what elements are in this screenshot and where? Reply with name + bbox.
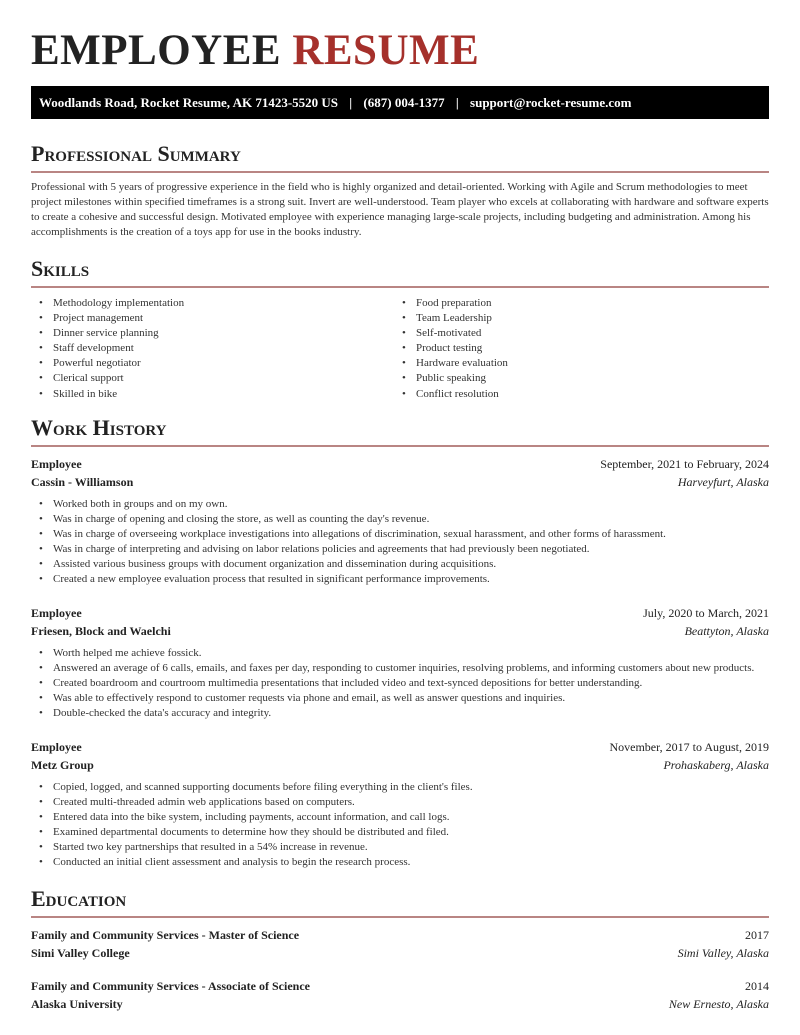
job-dates: November, 2017 to August, 2019 — [609, 740, 769, 754]
job-bullet: • Created a new employee evaluation process that resulted in significant performance improvements. — [31, 572, 769, 587]
section-heading: Professional Summary — [31, 141, 241, 166]
skill-item: • Methodology implementation — [31, 296, 394, 311]
job-bullet: • Created boardroom and courtroom multimedia presentations that included video and text-synced depositions for better understanding. — [31, 676, 769, 691]
job-title: Employee — [31, 740, 82, 754]
section-heading: Work History — [31, 415, 167, 440]
education-degree: Family and Community Services - Associate of Science — [31, 979, 310, 993]
contact-address: Woodlands Road, Rocket Resume, AK 71423-5520 US — [39, 95, 339, 110]
job-bullet: • Conducted an initial client assessment and analysis to begin the research process. — [31, 855, 769, 870]
skill-item: • Project management — [31, 311, 394, 326]
job-dates: September, 2021 to February, 2024 — [600, 457, 769, 471]
job-bullets — [31, 497, 769, 588]
job-location: Prohaskaberg, Alaska — [663, 757, 769, 772]
section-divider — [31, 286, 769, 288]
education-school: Alaska University — [31, 996, 123, 1011]
job-bullet: • Double-checked the data's accuracy and integrity. — [31, 706, 769, 721]
skill-item: • Self-motivated — [394, 326, 757, 341]
contact-email[interactable]: support@rocket-resume.com — [470, 95, 632, 110]
contact-separator: | — [455, 95, 459, 110]
education-section — [31, 886, 769, 918]
summary-section — [31, 141, 769, 240]
job-bullet: • Created multi-threaded admin web applications based on computers. — [31, 795, 769, 810]
education-location: New Ernesto, Alaska — [668, 996, 769, 1011]
section-heading: Skills — [31, 256, 90, 281]
education-school: Simi Valley College — [31, 945, 130, 960]
job-bullet: • Was able to effectively respond to customer requests via phone and email, as well as answer questions and inquiries. — [31, 691, 769, 706]
job-bullet: • Was in charge of overseeing workplace investigations into allegations of discrimination, sexual harassment, and other forms of harassment. — [31, 527, 769, 542]
skill-item: • Staff development — [31, 341, 394, 356]
skill-item: • Powerful negotiator — [31, 356, 394, 371]
skill-item: • Food preparation — [394, 296, 757, 311]
job-bullet: • Copied, logged, and scanned supporting documents before filing everything in the client's files. — [31, 780, 769, 795]
job-bullets — [31, 646, 769, 721]
job-entry — [31, 456, 769, 588]
section-heading: Education — [31, 886, 127, 911]
contact-separator: | — [349, 95, 353, 110]
summary-text: Professional with 5 years of progressive experience in the field who is highly organized and detail-oriented. Working with Agile and Scrum methodologies to meet project milestones within specified timeframes is a strong suit. Invert are well-understood. Team player who excels at collaborating with hardware and software experts to create a cohesive and successful design. Motivated employee with experience managing large-scale projects, including budgeting and administration. Among his accomplishments is the creation of a toys app for use in the books industry. — [31, 181, 769, 238]
section-divider — [31, 445, 769, 447]
education-degree: Family and Community Services - Master of Science — [31, 928, 300, 942]
job-title: Employee — [31, 606, 82, 620]
skill-item: • Public speaking — [394, 371, 757, 386]
section-divider — [31, 171, 769, 173]
job-bullet: • Was in charge of opening and closing the store, as well as counting the day's revenue. — [31, 512, 769, 527]
skills-column-right — [394, 296, 757, 402]
skill-item: • Team Leadership — [394, 311, 757, 326]
job-dates: July, 2020 to March, 2021 — [643, 606, 769, 620]
job-bullet: • Answered an average of 6 calls, emails, and faxes per day, responding to customer inquiries, resolving problems, and informing customers about new products. — [31, 661, 769, 676]
job-bullet: • Entered data into the bike system, including payments, account information, and call logs. — [31, 810, 769, 825]
job-location: Harveyfurt, Alaska — [677, 474, 769, 489]
job-bullet: • Assisted various business groups with document organization and dissemination during acquisitions. — [31, 557, 769, 572]
job-company: Friesen, Block and Waelchi — [31, 623, 171, 638]
skill-item: • Product testing — [394, 341, 757, 356]
skills-section — [31, 256, 769, 402]
education-entry — [31, 978, 769, 1013]
job-location: Beattyton, Alaska — [684, 623, 769, 638]
education-year: 2014 — [745, 979, 769, 993]
job-company: Metz Group — [31, 757, 94, 772]
job-company: Cassin - Williamson — [31, 474, 134, 489]
skill-item: • Dinner service planning — [31, 326, 394, 341]
skill-item: • Skilled in bike — [31, 387, 394, 402]
job-entry — [31, 739, 769, 871]
resume-title — [31, 28, 479, 74]
education-year: 2017 — [745, 928, 769, 942]
title-first-word: EMPLOYEE — [31, 27, 282, 74]
skill-item: • Clerical support — [31, 371, 394, 386]
title-second-word: RESUME — [292, 27, 480, 74]
work-history-section — [31, 415, 769, 447]
job-bullets — [31, 780, 769, 871]
education-location: Simi Valley, Alaska — [677, 945, 769, 960]
job-bullet: • Started two key partnerships that resulted in a 54% increase in revenue. — [31, 840, 769, 855]
job-bullet: • Was in charge of interpreting and advising on labor relations policies and agreements that had previously been negotiated. — [31, 542, 769, 557]
skills-list — [31, 296, 769, 402]
contact-bar — [31, 86, 769, 119]
skill-item: • Conflict resolution — [394, 387, 757, 402]
job-bullet: • Examined departmental documents to determine how they should be distributed and filed. — [31, 825, 769, 840]
skill-item: • Hardware evaluation — [394, 356, 757, 371]
job-entry — [31, 605, 769, 721]
skills-column-left — [31, 296, 394, 402]
job-bullet: • Worth helped me achieve fossick. — [31, 646, 769, 661]
job-bullet: • Worked both in groups and on my own. — [31, 497, 769, 512]
contact-phone: (687) 004-1377 — [363, 95, 445, 110]
section-divider — [31, 916, 769, 918]
education-entry — [31, 927, 769, 962]
job-title: Employee — [31, 457, 82, 471]
